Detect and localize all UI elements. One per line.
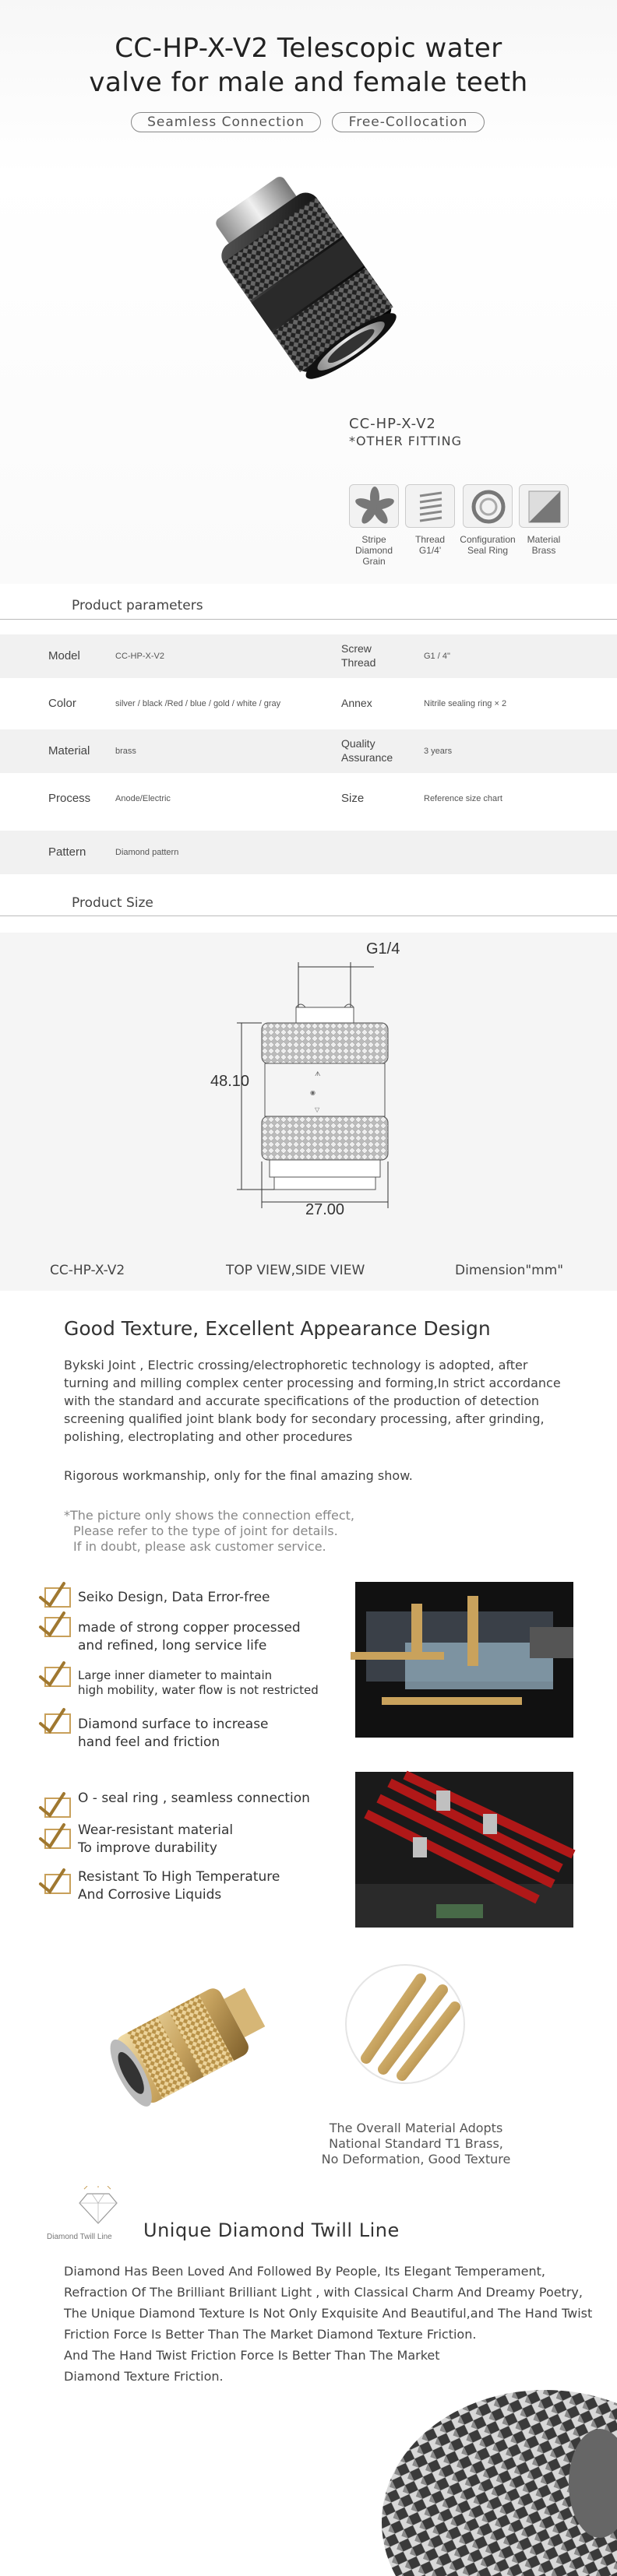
dim-height: 48.10 [210,1073,250,1090]
other-fitting-label: *OTHER FITTING [349,434,462,448]
material-graphics [93,1962,592,2133]
feature7-text: Resistant To High Temperature And Corrosive Liquids [78,1869,280,1903]
pill-collocation: Free-Collocation [332,112,485,132]
hero-title-line1: CC-HP-X-V2 Telescopic water [115,33,502,64]
diamond-logo-caption: Diamond Twill Line [47,2233,112,2241]
svg-text:ᗑ: ᗑ [315,1070,321,1077]
dim-thread: G1/4 [366,940,400,958]
texture-slogan: Rigorous workmanship, only for the final amazing show. [64,1468,413,1483]
size-title: Product Size [72,895,153,911]
feature-label-material: Material Brass [527,534,561,556]
feature-label-thread: Thread G1/4' [414,534,446,556]
diamond-title: Unique Diamond Twill Line [143,2219,400,2241]
note-line2: Please refer to the type of joint for details. [73,1523,338,1538]
thread-icon [405,484,455,528]
note-line1: *The picture only shows the connection effect, [64,1508,354,1523]
feature-label-stripe: Stripe Diamond Grain [354,534,393,567]
feature2-text: made of strong copper processed and refined, long service life [78,1620,301,1653]
param-row: Model CC-HP-X-V2 Screw Thread G1 / 4" [0,634,617,678]
param-row: Process Anode/Electric Size Reference size chart [48,792,502,805]
size-rule [0,915,617,916]
dim-width: 27.00 [305,1201,345,1218]
feature5-text: O - seal ring , seamless connection [78,1791,310,1806]
product-image-black [179,156,436,413]
param-row: Material brass Quality Assurance 3 years [0,729,617,773]
model-code: CC-HP-X-V2 [349,416,436,432]
svg-text:◉: ◉ [310,1089,316,1096]
brass-material-icon [519,484,569,528]
texture-paragraph: Bykski Joint , Electric crossing/electrophoretic technology is adopted, after turning and milling complex center processing and forming,In strict accordance with the standard and accurate specifications of the production of detection screening qualified joint blank body for secondary processing, after grinding, polishing, electroplating and other procedures [64,1358,561,1444]
params-title: Product parameters [72,598,203,613]
knurled-closeup-image [366,2367,617,2576]
size-caption-model: CC-HP-X-V2 [50,1263,125,1278]
svg-text:▽: ▽ [315,1106,320,1113]
param-row: Pattern Diamond pattern [0,831,617,874]
feature3-text: Large inner diameter to maintain high mobility, water flow is not restricted [78,1668,319,1697]
feature-label-seal: Configuration Seal Ring [460,534,516,556]
texture-title: Good Texture, Excellent Appearance Design [64,1317,491,1340]
diamond-paragraph: Diamond Has Been Loved And Followed By People, Its Elegant Temperament, Refraction Of The Brilliant Brilliant Light , with Classical Charm And Dreamy Poetry, The Unique Diamond Texture Is Not Only Exquisite And Beautiful,and The Hand Twist Friction Force Is Better Than The Market Diamond Texture Friction. And The Hand Twist Friction Force Is Better Than The Market Diamond Texture Friction. [64,2264,593,2384]
params-rule [0,619,617,620]
size-caption-view: TOP VIEW,SIDE VIEW [226,1263,365,1278]
note-line3: If in doubt, please ask customer service. [73,1539,326,1554]
param-row: Color silver / black /Red / blue / gold / white / gray Annex Nitrile sealing ring × 2 [48,697,507,710]
material-caption: The Overall Material Adopts National Standard T1 Brass, No Deformation, Good Texture [321,2121,511,2167]
hero-title-line2: valve for male and female teeth [89,67,528,98]
stripe-grain-icon [349,484,399,528]
diamond-logo-icon [61,2186,136,2233]
feature1-text: Seiko Design, Data Error-free [78,1590,270,1605]
size-diagram [218,942,452,1238]
seal-ring-icon [463,484,513,528]
pill-seamless: Seamless Connection [131,112,321,132]
feature4-text: Diamond surface to increase hand feel and friction [78,1717,269,1750]
feature6-text: Wear-resistant material To improve durability [78,1822,234,1856]
size-caption-unit: Dimension"mm" [455,1263,564,1278]
